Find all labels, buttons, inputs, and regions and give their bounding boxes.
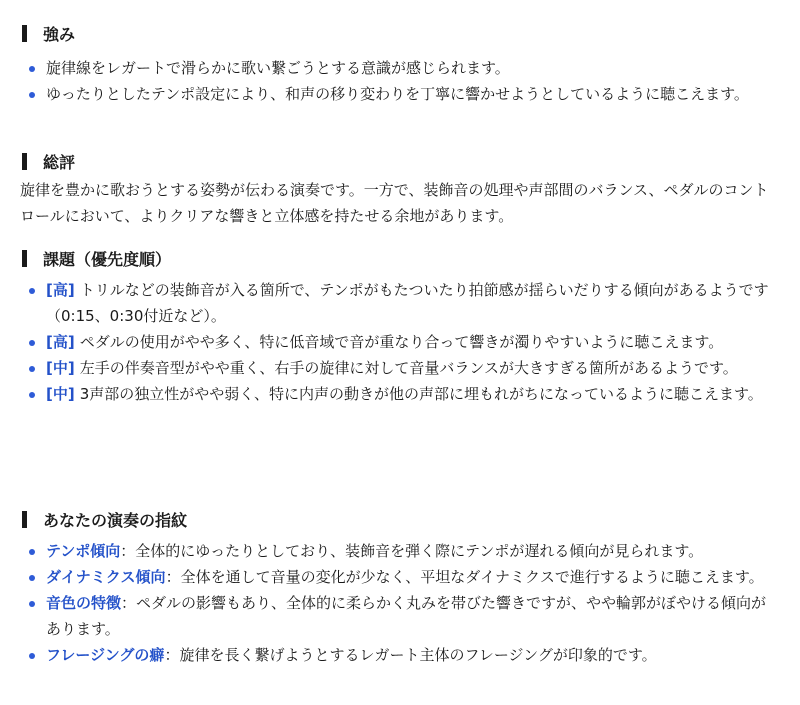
- list-item: [20, 642, 772, 668]
- section-title: 総評: [43, 152, 76, 172]
- fingerprint-term: 音色の特徴: [46, 594, 122, 612]
- list-item-text: ：全体的にゆったりとしており、装飾音を弾く際にテンポが遅れる傾向が見られます。: [120, 542, 704, 560]
- list-item: [20, 81, 772, 107]
- priority-tag: [高]: [46, 281, 75, 299]
- list-item-text: トリルなどの装飾音が入る箇所で、テンポがもたついたり拍節感が揺らいだりする傾向があるようです（0:15、0:30付近など）。: [46, 281, 769, 325]
- list-item-text: ペダルの使用がやや多く、特に低音域で音が重なり合って響きが濁りやすいように聴こえます。: [79, 333, 724, 351]
- list-item-text: 左手の伴奏音型がやや重く、右手の旋律に対して音量バランスが大きすぎる箇所があるようです。: [79, 359, 738, 377]
- bullet-dot-icon: [29, 340, 35, 346]
- bullet-dot-icon: [29, 653, 35, 659]
- priority-tag: [高]: [46, 333, 75, 351]
- list-item: [20, 538, 772, 564]
- list-item: [20, 329, 772, 355]
- list-item: [20, 355, 772, 381]
- bullet-dot-icon: [29, 92, 35, 98]
- list-item: [20, 381, 772, 407]
- priority-tag: [中]: [46, 359, 75, 377]
- priority-tag: [中]: [46, 385, 75, 403]
- list-item-text: ：全体を通して音量の変化が少なく、平坦なダイナミクスで進行するように聴こえます。: [165, 568, 764, 586]
- list-item-text: ：旋律を長く繋げようとするレガート主体のフレージングが印象的です。: [164, 646, 657, 664]
- bullet-dot-icon: [29, 601, 35, 607]
- fingerprint-term: ダイナミクス傾向: [46, 568, 166, 586]
- section-title: 課題（優先度順）: [43, 249, 172, 269]
- bullet-dot-icon: [29, 392, 35, 398]
- bullet-dot-icon: [29, 288, 35, 294]
- section-heading-fingerprint: [20, 507, 187, 531]
- fingerprint-term: フレージングの癖: [46, 646, 165, 664]
- list-item: [20, 277, 772, 329]
- bullet-dot-icon: [29, 66, 35, 72]
- section-title: 強み: [43, 24, 76, 44]
- list-item-text: 旋律線をレガートで滑らかに歌い繋ごうとする意識が感じられます。: [46, 59, 510, 77]
- list-item: [20, 564, 772, 590]
- fingerprint-list: [20, 538, 772, 668]
- heading-bar-icon: [22, 250, 27, 267]
- section-heading-strengths: [20, 21, 75, 45]
- issues-list: [20, 277, 772, 407]
- list-item: [20, 590, 772, 642]
- heading-bar-icon: [22, 25, 27, 42]
- list-item-text: ：ペダルの影響もあり、全体的に柔らかく丸みを帯びた響きですが、やや輪郭がぼやける傾向があります。: [46, 594, 767, 638]
- list-item-text: 3声部の独立性がやや弱く、特に内声の動きが他の声部に埋もれがちになっているように聴こえます。: [79, 385, 763, 403]
- heading-bar-icon: [22, 511, 27, 528]
- section-heading-issues: [20, 246, 171, 270]
- section-title: あなたの演奏の指紋: [43, 510, 188, 530]
- summary-paragraph: 旋律を豊かに歌おうとする姿勢が伝わる演奏です。一方で、装飾音の処理や声部間のバランス、ペダルのコントロールにおいて、よりクリアな響きと立体感を持たせる余地があります。: [20, 181, 769, 225]
- bullet-dot-icon: [29, 549, 35, 555]
- strengths-list: [20, 55, 772, 107]
- bullet-dot-icon: [29, 575, 35, 581]
- list-item: [20, 55, 772, 81]
- heading-bar-icon: [22, 153, 27, 170]
- list-item-text: ゆったりとしたテンポ設定により、和声の移り変わりを丁寧に響かせようとしているように聴こえます。: [46, 85, 749, 103]
- fingerprint-term: テンポ傾向: [46, 542, 121, 560]
- section-heading-summary: [20, 149, 75, 173]
- bullet-dot-icon: [29, 366, 35, 372]
